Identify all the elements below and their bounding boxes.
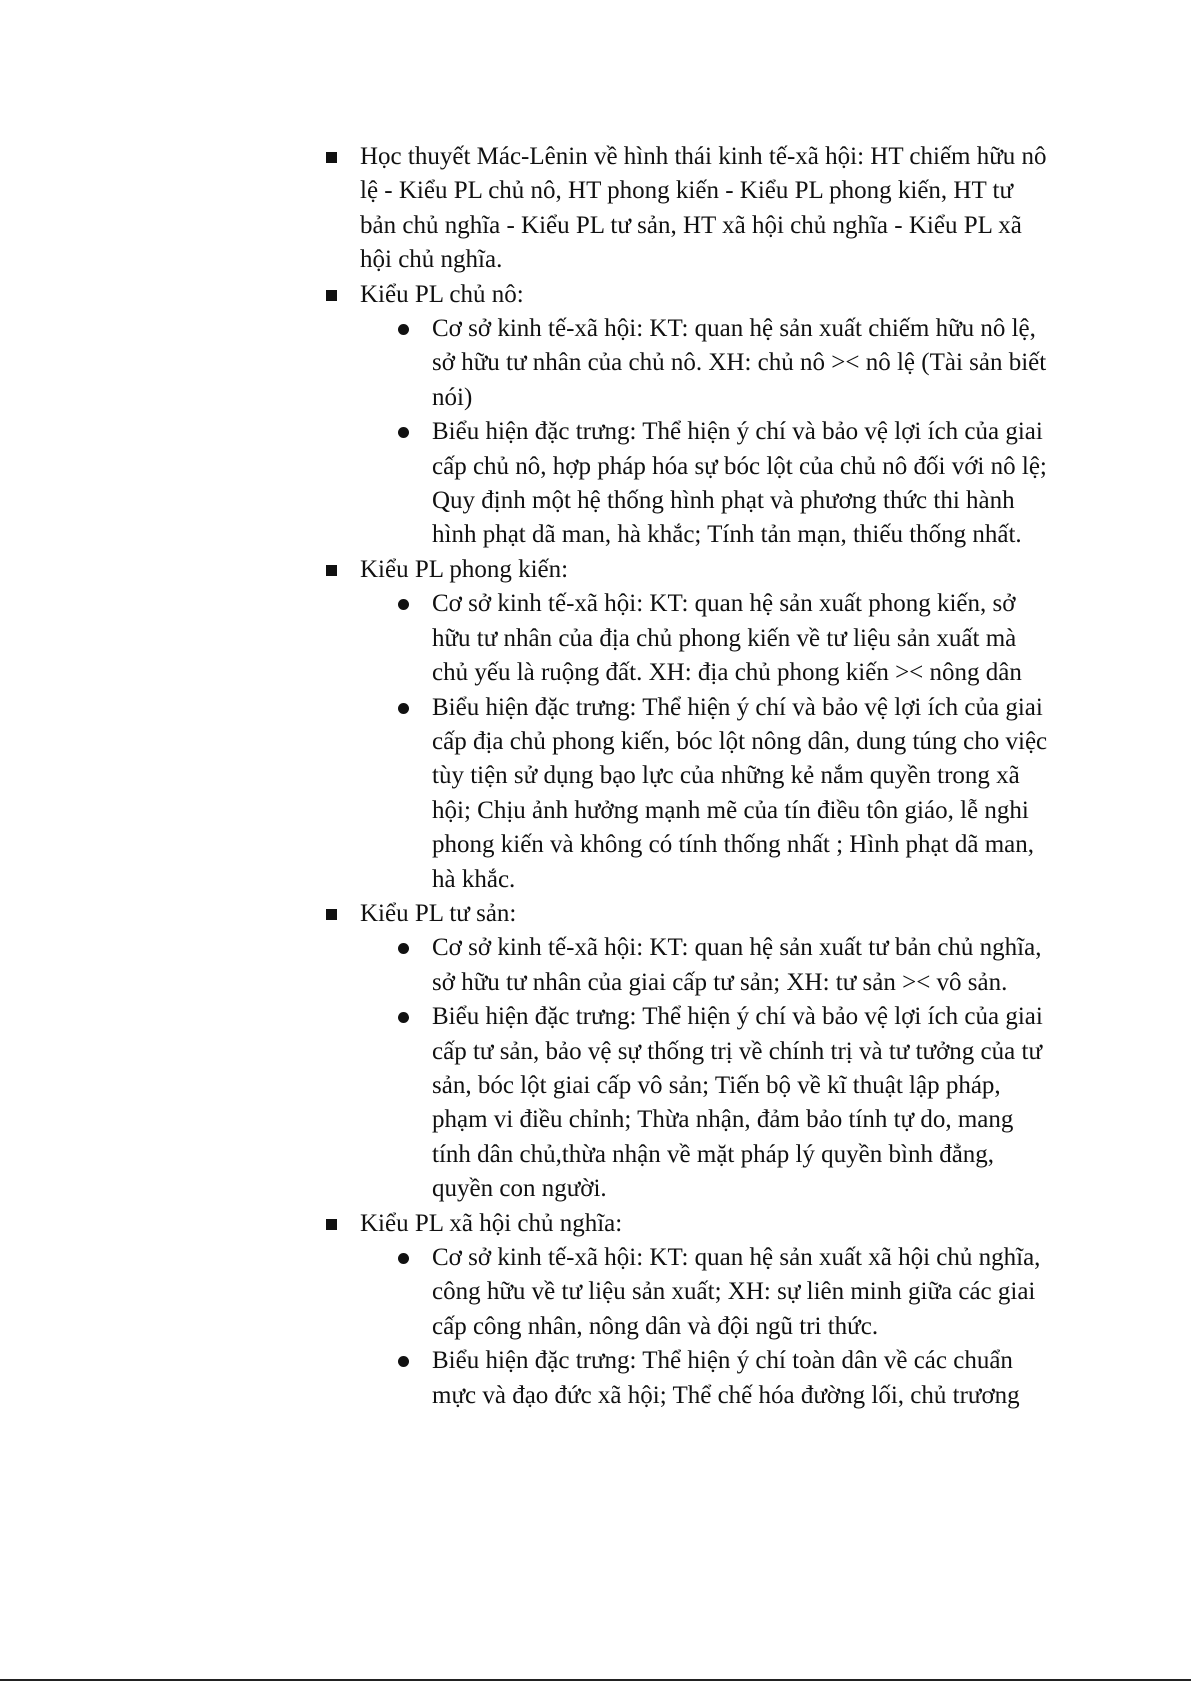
round-bullet-icon <box>398 427 409 438</box>
round-bullet-icon <box>398 1356 409 1367</box>
sub-list-item-text: Cơ sở kinh tế-xã hội: KT: quan hệ sản xuất xã hội chủ nghĩa, công hữu về tư liệu sản xuất; XH: sự liên minh giữa các giai cấp công nhân, nông dân và đội ngũ tri thức. <box>432 1244 1041 1340</box>
main-bullet-list <box>320 140 1050 1413</box>
sub-list-item <box>392 691 1050 897</box>
list-item <box>320 278 1050 553</box>
square-bullet-icon <box>326 909 337 920</box>
sub-list-item <box>392 1241 1050 1344</box>
sub-list-item-text: Cơ sở kinh tế-xã hội: KT: quan hệ sản xuất phong kiến, sở hữu tư nhân của địa chủ phong kiến về tư liệu sản xuất mà chủ yếu là ruộng đất. XH: địa chủ phong kiến >< nông dân <box>432 590 1022 687</box>
list-item-text: Học thuyết Mác-Lênin về hình thái kinh tế-xã hội: HT chiếm hữu nô lệ - Kiểu PL chủ nô, HT phong kiến - Kiểu PL phong kiến, HT tư bản chủ nghĩa - Kiểu PL tư sản, HT xã hội chủ nghĩa - Kiểu PL xã hội chủ nghĩa. <box>360 143 1047 274</box>
list-item-text: Kiểu PL phong kiến: <box>360 555 569 583</box>
round-bullet-icon <box>398 599 409 610</box>
sub-list-item-text: Biểu hiện đặc trưng: Thể hiện ý chí và bảo vệ lợi ích của giai cấp địa chủ phong kiến, bóc lột nông dân, dung túng cho việc tùy tiện sử dụng bạo lực của những kẻ nắm quyền trong xã hội; Chịu ảnh hưởng mạnh mẽ của tín điều tôn giáo, lễ nghi phong kiến và không có tính thống nhất ; Hình phạt dã man, hà khắc. <box>432 693 1048 893</box>
sub-list-item <box>392 587 1050 690</box>
sub-list-item-text: Cơ sở kinh tế-xã hội: KT: quan hệ sản xuất tư bản chủ nghĩa, sở hữu tư nhân của giai cấp tư sản; XH: tư sản >< vô sản. <box>432 934 1042 996</box>
square-bullet-icon <box>326 290 337 301</box>
sub-list-item <box>392 1344 1050 1413</box>
round-bullet-icon <box>398 324 409 335</box>
list-item <box>320 140 1050 278</box>
sub-list-item-text: Biểu hiện đặc trưng: Thể hiện ý chí và bảo vệ lợi ích của giai cấp chủ nô, hợp pháp hóa sự bóc lột của chủ nô đối với nô lệ; Quy định một hệ thống hình phạt và phương thức thi hành hình phạt dã man, hà khắc; Tính tản mạn, thiếu thống nhất. <box>432 418 1047 549</box>
document-page <box>320 140 1050 1413</box>
round-bullet-icon <box>398 1012 409 1023</box>
list-item <box>320 897 1050 1207</box>
sub-list-item <box>392 415 1050 553</box>
list-item-text: Kiểu PL chủ nô: <box>360 280 524 308</box>
sub-list-item <box>392 312 1050 415</box>
sub-list-item <box>392 931 1050 1000</box>
sub-list-item <box>392 1000 1050 1206</box>
list-item <box>320 553 1050 897</box>
sub-list-item-text: Cơ sở kinh tế-xã hội: KT: quan hệ sản xuất chiếm hữu nô lệ, sở hữu tư nhân của chủ nô. XH: chủ nô >< nô lệ (Tài sản biết nói) <box>432 315 1047 411</box>
sub-list-item-text: Biểu hiện đặc trưng: Thể hiện ý chí toàn dân về các chuẩn mực và đạo đức xã hội; Thể chế hóa đường lối, chủ trương <box>432 1347 1020 1409</box>
page-bottom-divider <box>0 1679 1191 1681</box>
list-item-text: Kiểu PL tư sản: <box>360 899 517 927</box>
round-bullet-icon <box>398 1253 409 1264</box>
square-bullet-icon <box>326 152 337 163</box>
sub-bullet-list <box>392 587 1050 897</box>
sub-list-item-text: Biểu hiện đặc trưng: Thể hiện ý chí và bảo vệ lợi ích của giai cấp tư sản, bảo vệ sự thống trị về chính trị và tư tưởng của tư sản, bóc lột giai cấp vô sản; Tiến bộ về kĩ thuật lập pháp, phạm vi điều chỉnh; Thừa nhận, đảm bảo tính tự do, mang tính dân chủ,thừa nhận về mặt pháp lý quyền bình đẳng, quyền con người. <box>432 1003 1043 1203</box>
square-bullet-icon <box>326 565 337 576</box>
sub-bullet-list <box>392 312 1050 553</box>
list-item-text: Kiểu PL xã hội chủ nghĩa: <box>360 1209 623 1237</box>
round-bullet-icon <box>398 703 409 714</box>
square-bullet-icon <box>326 1219 337 1230</box>
round-bullet-icon <box>398 943 409 954</box>
sub-bullet-list <box>392 931 1050 1206</box>
list-item <box>320 1207 1050 1413</box>
sub-bullet-list <box>392 1241 1050 1413</box>
